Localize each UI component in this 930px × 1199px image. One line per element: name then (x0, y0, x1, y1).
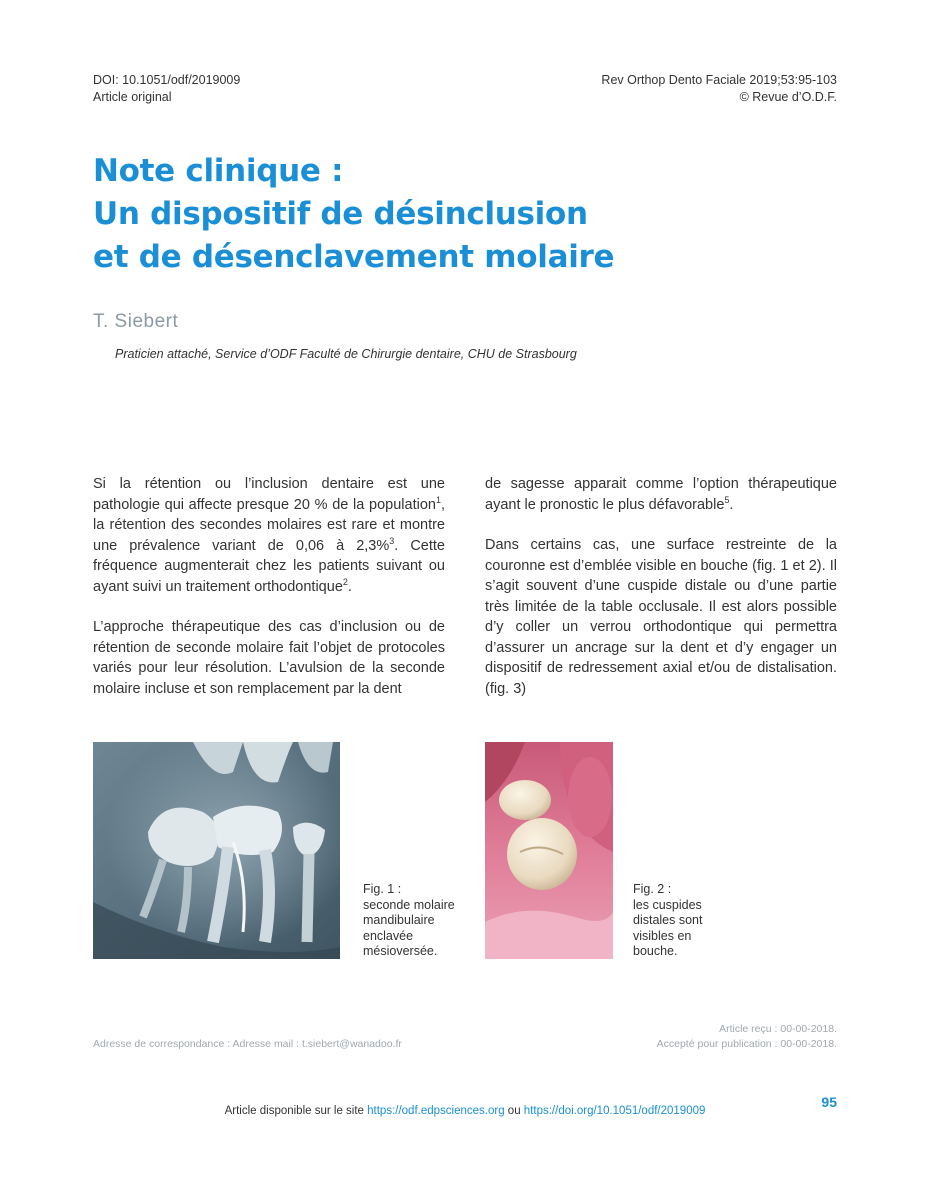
caption-line: les cuspides (633, 897, 702, 912)
caption-line: mandibulaire (363, 913, 435, 927)
title-line: Note clinique : (93, 153, 344, 189)
article-dates (657, 1022, 837, 1052)
caption-line: distales sont (633, 913, 703, 927)
figure-2-caption (633, 882, 702, 960)
journal-reference: Rev Orthop Dento Faciale 2019;53:95-103 (601, 73, 837, 87)
figure-label: Fig. 1 : (363, 882, 402, 896)
reference-mark: 2 (342, 576, 348, 587)
correspondence-address: Adresse de correspondance : Adresse mail : t.siebert@wanadoo.fr (93, 1038, 402, 1050)
running-header-right (601, 72, 837, 106)
figure-1-radiograph (93, 742, 340, 959)
journal-site-link[interactable]: https://odf.edpsciences.org (367, 1105, 505, 1117)
reference-mark: 5 (724, 494, 730, 505)
reference-mark: 1 (435, 494, 441, 505)
article-title (93, 150, 833, 279)
caption-line: bouche. (633, 944, 678, 958)
paragraph: L’approche thérapeutique des cas d’inclusion ou de rétention de seconde molaire fait l’objet de protocoles variés pour leur résolution. L’avulsion de la seconde molaire incluse et son remplacement par la dent (93, 619, 445, 697)
author-affiliation: Praticien attaché, Service d’ODF Faculté de Chirurgie dentaire, CHU de Strasbourg (115, 347, 577, 361)
page-number: 95 (821, 1094, 837, 1110)
title-line: et de désenclavement molaire (93, 239, 615, 275)
figure-label: Fig. 2 : (633, 882, 672, 896)
figure-1-caption (363, 882, 455, 960)
article-type: Article original (93, 90, 172, 104)
doi-text: DOI: 10.1051/odf/2019009 (93, 73, 241, 87)
copyright-notice: © Revue d’O.D.F. (739, 90, 837, 104)
body-column-left (93, 474, 445, 719)
author-name: T. Siebert (93, 311, 179, 332)
accepted-date: Accepté pour publication : 00-00-2018. (656, 1038, 837, 1050)
paragraph: Dans certains cas, une surface restreinte de la couronne est d’emblée visible en bouche (fig. 1 et 2). Il s’agit souvent d’une cuspide distale ou d’une partie très limitée de la table occlusale. Il est alors possible d’y coller un verrou orthodontique qui permettra d’assurer un ancrage sur la dent et d’y engager un dispositif de redressement axial et/ou de distalisation. (fig. 3) (485, 537, 837, 697)
caption-line: enclavée (363, 928, 414, 943)
availability-line: Article disponible sur le site https://odf.edpsciences.org ou https://doi.org/10.1051/odf/2019009 (224, 1105, 706, 1117)
received-date: Article reçu : 00-00-2018. (719, 1023, 837, 1035)
caption-line: mésioversée. (363, 944, 438, 958)
paragraph: de sagesse apparait comme l’option thérapeutique ayant le pronostic le plus défavorable$^5$. (485, 476, 837, 513)
reference-mark: 3 (389, 535, 395, 546)
caption-line: visibles en (633, 928, 692, 943)
title-line: Un dispositif de désinclusion (93, 196, 588, 232)
paragraph: Si la rétention ou l’inclusion dentaire est une pathologie qui affecte presque 20 % de la population$^1$, la rétention des secondes molaires est rare et montre une prévalence variant de 0,06 à 2,3%$^3$. Cette fréquence augmenterait chez les patients suivant ou ayant suivi un traitement orthodontique$^2$. (93, 476, 445, 595)
doi-link[interactable]: https://doi.org/10.1051/odf/2019009 (523, 1105, 706, 1117)
figure-2-intraoral-photo (485, 742, 613, 959)
caption-line: seconde molaire (363, 897, 455, 912)
running-header-left (93, 72, 240, 106)
body-column-right (485, 474, 837, 719)
